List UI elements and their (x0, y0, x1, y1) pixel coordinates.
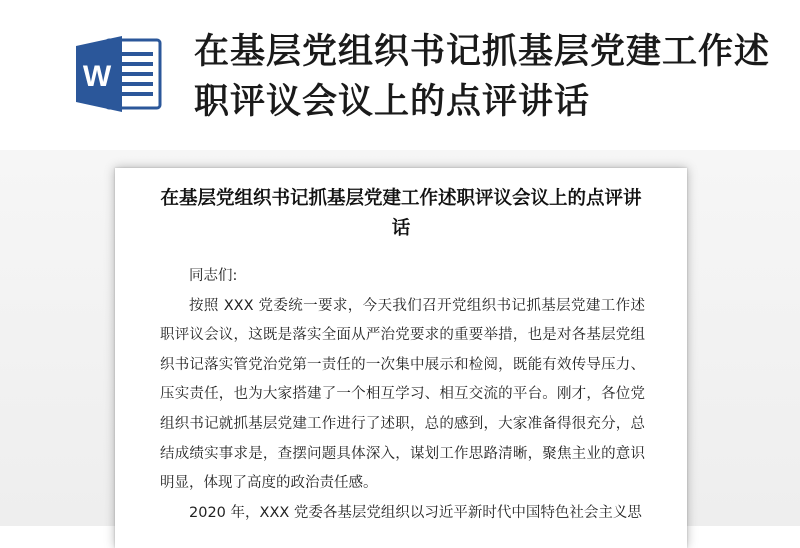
page-title: 在基层党组织书记抓基层党建工作述职评议会议上的点评讲话 (194, 32, 771, 122)
document-page (115, 168, 687, 548)
document-title: 在基层党组织书记抓基层党建工作述职评议会议上的点评讲话 (160, 188, 642, 239)
document-paragraph: 按照 XXX 党委统一要求，今天我们召开党组织书记抓基层党建工作述职评议会议，这既是落实全面从严治党要求的重要举措，也是对各基层党组织书记落实管党治党第一责任的一次集中展示和检阅，既能有效传导压力、压实责任，也为大家搭建了一个相互学习、相互交流的平台。刚才，各位党组织书记就抓基层党建工作进行了述职，总的感到，大家准备得很充分，总结成绩实事求是，查摆问题具体深入，谋划工作思路清晰，聚焦主业的意识明显，体现了高度的政治责任感。 (160, 297, 645, 492)
document-paragraph: 2020 年，XXX 党委各基层党组织以习近平新时代中国特色社会主义思 (189, 504, 642, 521)
word-logo-letter: W (82, 60, 112, 93)
header-banner (0, 0, 800, 160)
document-greeting: 同志们: (189, 268, 238, 284)
document-body (160, 262, 645, 528)
word-document-icon (76, 34, 164, 114)
